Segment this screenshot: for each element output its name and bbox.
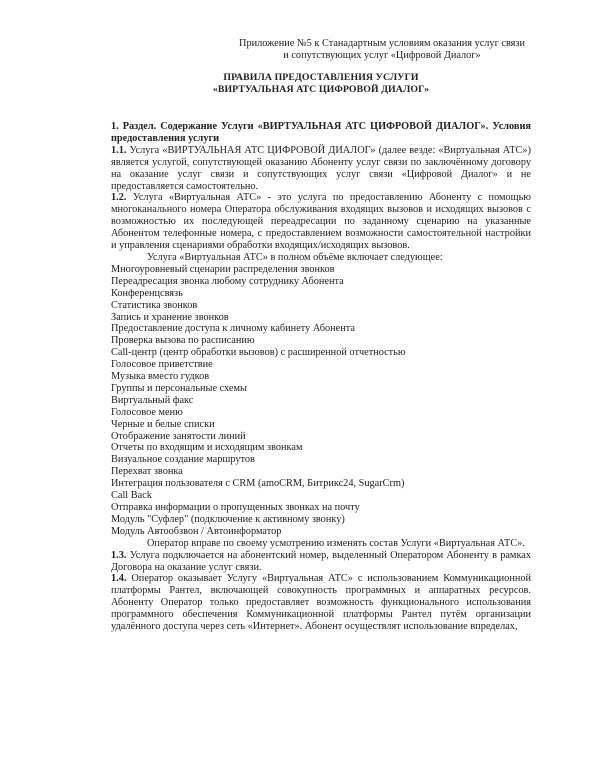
header-line-2: и сопутствующих услуг «Цифровой Диалог» bbox=[283, 50, 481, 61]
section-heading bbox=[111, 121, 531, 145]
feature-item: Модуль "Суфлер" (подключение к активному звонку) bbox=[111, 513, 345, 525]
paragraph-number: 1.1. bbox=[111, 144, 127, 156]
feature-item: Статистика звонков bbox=[111, 299, 198, 311]
title-line-1: ПРАВИЛА ПРЕДОСТАВЛЕНИЯ УСЛУГИ bbox=[223, 72, 419, 83]
document-header bbox=[233, 38, 531, 62]
feature-item: Отображение занятости линий bbox=[111, 430, 246, 442]
paragraph-text: Услуга подключается на абонентский номер, выделенный Оператором Абоненту в рамках Договора на оказание услуг связи. bbox=[111, 549, 532, 573]
feature-item: Голосовое меню bbox=[111, 406, 183, 418]
feature-item: Проверка вызова по расписанию bbox=[111, 335, 255, 347]
feature-item: Переадресация звонка любому сотруднику Абонента bbox=[111, 275, 344, 287]
header-line-1: Приложение №5 к Станадартным условиям оказания услуг связи bbox=[239, 38, 525, 49]
paragraph-text: Оператор оказывает Услугу «Виртуальная АТС» с использованием Коммуникационной платформы Рантел, включающей совокупность программных и аппаратных ресурсов. Абоненту Оператор только предоставляет возможность функционального использования программного обеспечения Коммуникационной платформы Рантел путём организации удалённого доступа через сеть «Интернет». Абонент осуществлят использование впределах, bbox=[111, 573, 531, 633]
paragraph-number: 1.4. bbox=[111, 573, 127, 585]
paragraph-1-2 bbox=[111, 192, 531, 252]
feature-item: Многоуровневый сценарии распределения звонков bbox=[111, 263, 335, 275]
feature-item: Call-центр (центр обработки вызовов) с расширенной отчетностью bbox=[111, 347, 406, 359]
paragraph-1-4 bbox=[111, 573, 531, 633]
feature-item: Запись и хранение звонков bbox=[111, 311, 229, 323]
features-list bbox=[111, 264, 531, 538]
feature-item: Конференцсвязь bbox=[111, 287, 183, 299]
feature-item: Музыка вместо гудков bbox=[111, 371, 210, 383]
paragraph-number: 1.2. bbox=[111, 192, 127, 204]
paragraph-text: Услуга «ВИРТУАЛЬНАЯ АТС ЦИФРОВОЙ ДИАЛОГ» (далее везде: «Виртуальная АТС») является услугой, сопутствующей оказанию Абоненту услуг связи по заключённому договору на оказание услуг связи и сопутствующих услуг связи «Цифровой Диалог» и не предоставляется самостоятельно. bbox=[111, 144, 531, 192]
feature-item: Отправка информации о пропущенных звонках на почту bbox=[111, 502, 360, 513]
feature-item: Call Back bbox=[111, 490, 152, 502]
feature-item: Визуальное создание маршрутов bbox=[111, 454, 255, 466]
feature-item: Виртуальный факс bbox=[111, 394, 194, 406]
feature-item: Интеграция пользователя с CRM (amoCRM, Битрикс24, SugarCrm) bbox=[111, 478, 405, 490]
paragraph-1-3 bbox=[111, 550, 531, 574]
document-title bbox=[111, 72, 531, 96]
feature-item: Отчеты по входящим и исходящим звонкам bbox=[111, 442, 303, 454]
document-body bbox=[111, 121, 531, 633]
title-line-2: «ВИРТУАЛЬНАЯ АТС ЦИФРОВОЙ ДИАЛОГ» bbox=[212, 84, 430, 95]
operator-note: Оператор вправе по своему усмотрению изменять состав Услуги «Виртуальная АТС». bbox=[147, 537, 525, 549]
document-content bbox=[111, 38, 531, 633]
paragraph-number: 1.3. bbox=[111, 549, 127, 561]
feature-item: Группы и персональные схемы bbox=[111, 382, 247, 394]
feature-item: Перехват звонка bbox=[111, 466, 183, 478]
section-heading-text: 1. Раздел. Содержание Услуги «ВИРТУАЛЬНАЯ АТС ЦИФРОВОЙ ДИАЛОГ». Условия предоставления услуги bbox=[111, 121, 531, 144]
features-intro: Услуга «Виртуальная АТС» в полном объёме включает следующее: bbox=[147, 251, 443, 263]
feature-item: Предоставление доступа к личному кабинету Абонента bbox=[111, 323, 355, 335]
paragraph-text: Услуга «Виртуальная АТС» - это услуга по предоставлению Абоненту с помощью многоканального номера Оператора обслуживания входящих вызовов и исходящих вызовов с возможностью их последующей переадресации по заданному сценарию на указанные Абонентом телефонные номера, с предоставлением возможности самостоятельной настройки и управления сценариями обработки входящих/исходящих вызовов. bbox=[111, 192, 531, 252]
feature-item: Модуль Автообзвон / Автоинформатор bbox=[111, 525, 282, 537]
paragraph-1-1 bbox=[111, 145, 531, 193]
feature-item: Черные и белые списки bbox=[111, 418, 215, 430]
feature-item: Голосовое приветствие bbox=[111, 359, 213, 371]
